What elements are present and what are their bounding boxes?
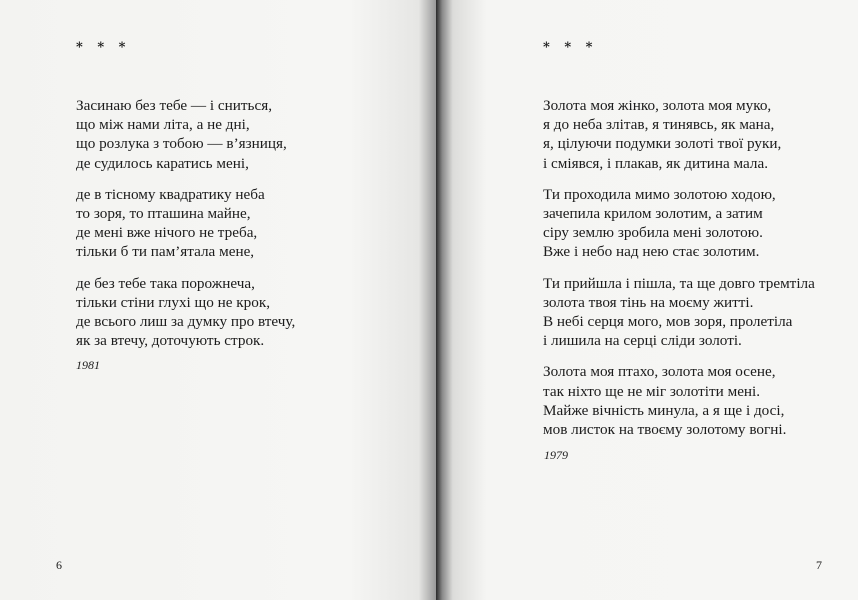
right-page [436,0,858,600]
poem-line: як за втечу, доточують строк. [76,332,265,350]
poem-line: Засинаю без тебе — і сниться, [76,97,273,114]
poem-line: Золота моя птахо, золота моя осене, [543,363,776,381]
stanza [543,362,815,439]
stanza [76,96,295,173]
stanza [76,185,295,262]
poem-year: 1979 [544,448,568,462]
stanza [543,185,815,262]
page-number: 7 [816,558,822,572]
page-number: 6 [56,558,62,572]
poem-line: де без тебе така порожнеча, [76,274,255,292]
poem-line: золота твоя тінь на моєму житті. [543,293,754,311]
poem [76,96,295,362]
poem-line: я, цілуючи подумки золоті твої руки, [543,135,782,153]
poem-line: зачепила крилом золотим, а затим [543,205,763,223]
poem-line: Вже і небо над нею стає золотим. [543,243,760,261]
poem-line: де в тісному квадратику неба [76,185,265,203]
poem-year: 1981 [76,358,100,372]
poem-line: Ти прийшла і пішла, та ще довго тремтіла [543,274,815,292]
poem-line: що між нами літа, а не дні, [76,116,250,134]
poem-line: тільки б ти пам’ятала мене, [76,243,255,261]
poem-line: і лишила на серці сліди золоті. [543,332,742,350]
poem-line: Золота моя жінко, золота моя муко, [543,97,772,114]
poem-line: мов листок на твоєму золотому вогні. [543,421,787,439]
poem-line: тільки стіни глухі що не крок, [76,293,271,311]
poem [543,96,815,451]
poem-line: сіру землю зробила мені золотою. [543,224,763,242]
poem-line: і сміявся, і плакав, як дитина мала. [543,154,769,172]
section-ornament: * * * [543,40,598,55]
poem-line: Ти проходила мимо золотою ходою, [543,185,776,203]
stanza [543,274,815,351]
poem-line: В небі серця мого, мов зоря, пролетіла [543,313,793,331]
poem-line: то зоря, то пташина майне, [76,205,251,223]
poem-line: де мені вже нічого не треба, [76,224,258,242]
poem-line: що розлука з тобою — в’язниця, [76,135,287,153]
stanza [543,96,815,173]
poem-line: я до неба злітав, я тинявсь, як мана, [543,116,775,134]
poem-line: де судилось каратись мені, [76,154,249,172]
poem-line: Майже вічність минула, а я ще і досі, [543,401,785,419]
poem-line: де всього лиш за думку про втечу, [76,313,296,331]
stanza [76,274,295,351]
section-ornament: * * * [76,40,131,55]
poem-line: так ніхто ще не міг золотіти мені. [543,382,761,400]
